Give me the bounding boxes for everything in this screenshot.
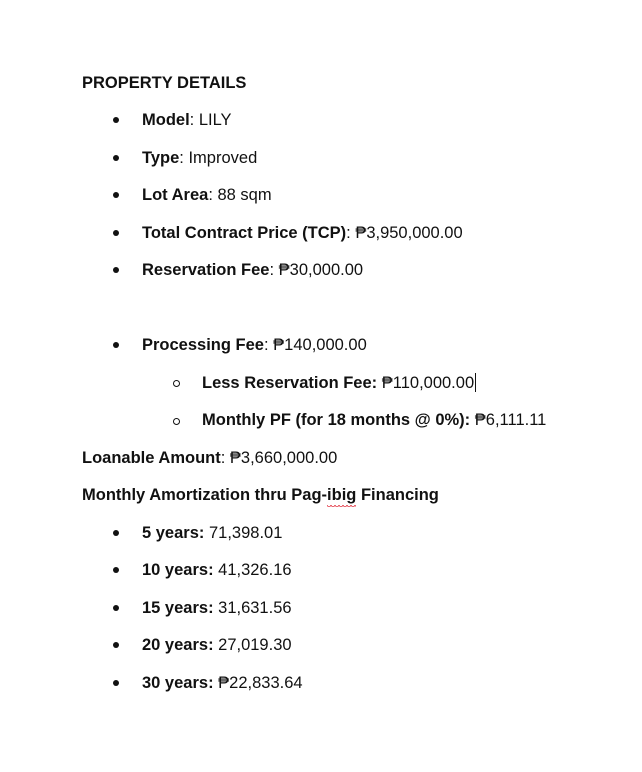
property-item-tcp <box>142 223 463 243</box>
item-label: Processing Fee <box>142 336 264 354</box>
sub-item-value: ₱6,111.11 <box>470 411 547 429</box>
item-separator: : <box>269 261 279 279</box>
item-value: ₱3,950,000.00 <box>355 224 463 242</box>
processing-fee <box>142 335 367 355</box>
property-item-type <box>142 148 257 168</box>
text-cursor <box>475 373 476 392</box>
item-label: Type <box>142 149 180 167</box>
loanable-label: Loanable Amount <box>82 449 221 467</box>
amortization-item-30-years <box>142 673 303 693</box>
item-separator: : <box>179 149 189 167</box>
property-item-reservation-fee <box>142 260 363 280</box>
sub-item-value: ₱110,000.00 <box>377 374 475 392</box>
sub-item-monthly-pf <box>202 410 546 430</box>
item-value: Improved <box>188 149 258 167</box>
item-separator: : <box>189 111 199 129</box>
bullet-icon <box>113 605 119 611</box>
bullet-icon <box>113 230 119 236</box>
term-label: 15 years: <box>142 599 214 617</box>
loanable-value: ₱3,660,000.00 <box>229 449 338 467</box>
term-label: 30 years: <box>142 674 214 692</box>
amortization-item-15-years <box>142 598 292 618</box>
bullet-icon <box>113 680 119 686</box>
sub-item-label: Less Reservation Fee: <box>202 374 378 392</box>
item-separator: : <box>208 186 218 204</box>
item-label: Model <box>142 111 190 129</box>
item-label: Reservation Fee <box>142 261 270 279</box>
bullet-icon <box>113 117 119 123</box>
term-label: 5 years: <box>142 524 205 542</box>
term-value: ₱22,833.64 <box>213 674 303 692</box>
term-value: 27,019.30 <box>213 636 292 654</box>
item-value: ₱30,000.00 <box>278 261 364 279</box>
bullet-icon <box>113 342 119 348</box>
item-separator: : <box>263 336 274 354</box>
item-value: ₱140,000.00 <box>273 336 367 354</box>
amortization-item-5-years <box>142 523 282 543</box>
term-value: 31,631.56 <box>213 599 292 617</box>
item-separator: : <box>346 224 356 242</box>
item-label: Total Contract Price (TCP) <box>142 224 347 242</box>
sub-item-label: Monthly PF (for 18 months @ 0%): <box>202 411 471 429</box>
loanable-separator: : <box>220 449 230 467</box>
bullet-icon <box>113 642 119 648</box>
section-heading: PROPERTY DETAILS <box>82 74 247 92</box>
amortization-item-10-years <box>142 560 292 580</box>
hollow-bullet-icon <box>173 380 180 387</box>
item-value: LILY <box>198 111 232 129</box>
term-label: 10 years: <box>142 561 214 579</box>
bullet-icon <box>113 267 119 273</box>
term-label: 20 years: <box>142 636 214 654</box>
term-value: 71,398.01 <box>204 524 283 542</box>
bullet-icon <box>113 567 119 573</box>
amortization-item-20-years <box>142 635 292 655</box>
property-item-lot-area <box>142 185 272 205</box>
spellcheck-flagged-word[interactable]: ibig <box>327 486 357 504</box>
sub-item-less-reservation-fee <box>202 373 476 393</box>
amortization-title-part: Financing <box>356 486 439 504</box>
property-item-model <box>142 110 232 130</box>
bullet-icon <box>113 530 119 536</box>
amortization-title <box>82 485 439 505</box>
item-label: Lot Area <box>142 186 209 204</box>
amortization-title-part: Monthly Amortization thru Pag- <box>82 486 328 504</box>
bullet-icon <box>113 155 119 161</box>
hollow-bullet-icon <box>173 418 180 425</box>
term-value: 41,326.16 <box>213 561 292 579</box>
loanable-amount <box>82 448 337 468</box>
item-value: 88 sqm <box>217 186 272 204</box>
bullet-icon <box>113 192 119 198</box>
